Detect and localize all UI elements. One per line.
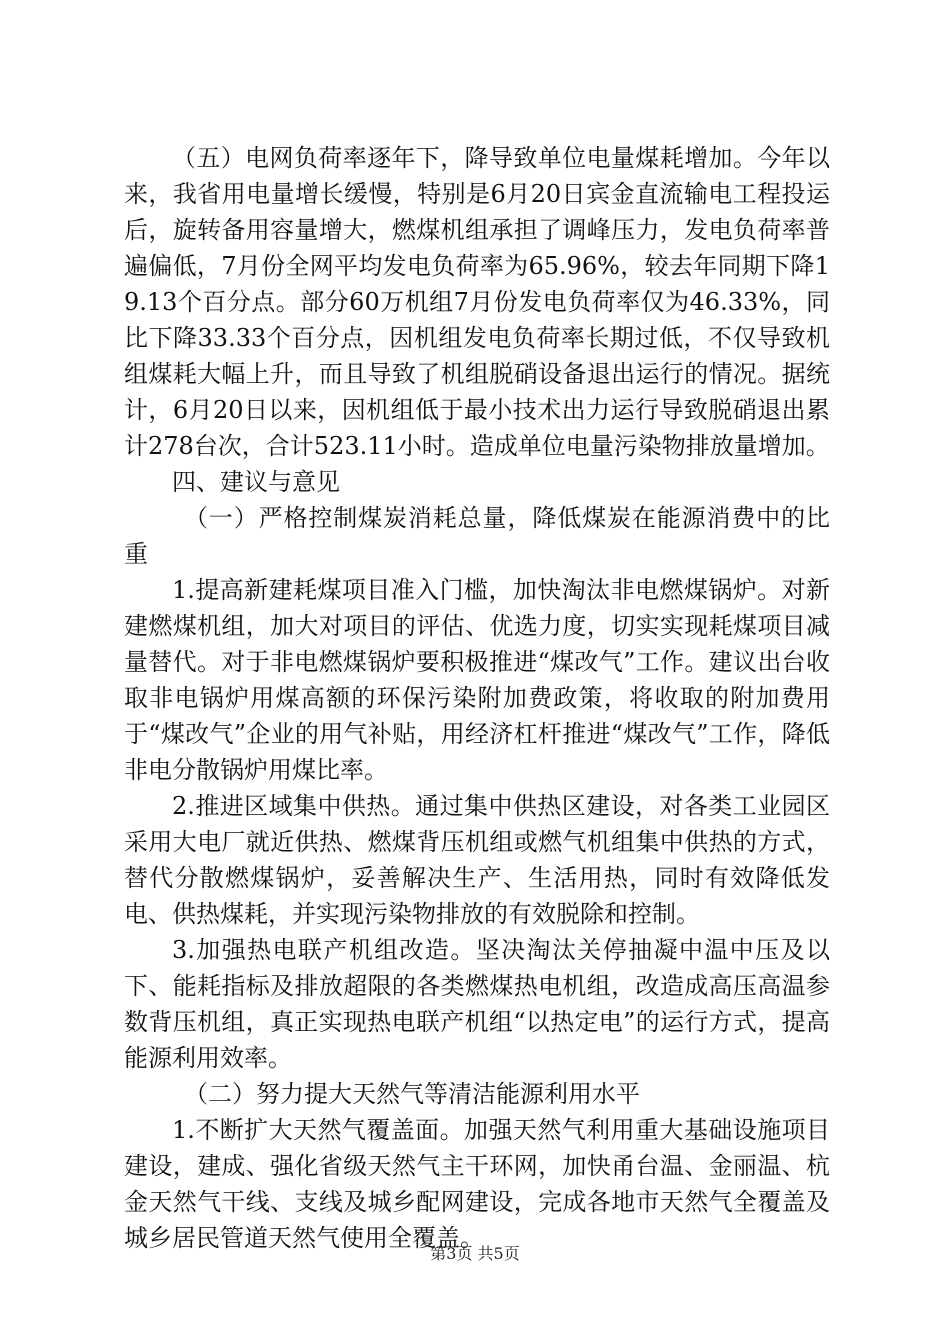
paragraph-item-2: 2.推进区域集中供热。通过集中供热区建设，对各类工业园区采用大电厂就近供热、燃煤背压机组或燃气机组集中供热的方式，替代分散燃煤锅炉，妥善解决生产、生活用热，同时有效降低发电、供热煤耗，并实现污染物排放的有效脱除和控制。 [124,792,830,928]
paragraph-section-5: （五）电网负荷率逐年下，降导致单位电量煤耗增加。今年以来，我省用电量增长缓慢，特别是6月20日宾金直流输电工程投运后，旋转备用容量增大，燃煤机组承担了调峰压力，发电负荷率普遍偏低，7月份全网平均发电负荷率为65.96%，较去年同期下降19.13个百分点。部分60万机组7月份发电负荷率仅为46.33%，同比下降33.33个百分点，因机组发电负荷率长期过低，不仅导致机组煤耗大幅上升，而且导致了机组脱硝设备退出运行的情况。据统计，6月20日以来，因机组低于最小技术出力运行导致脱硝退出累计278台次，合计523.11小时。造成单位电量污染物排放量增加。 [124,144,830,460]
paragraph-item-1: 1.提高新建耗煤项目准入门槛，加快淘汰非电燃煤锅炉。对新建燃煤机组，加大对项目的评估、优选力度，切实实现耗煤项目减量替代。对于非电燃煤锅炉要积极推进“煤改气”工作。建议出台收取非电锅炉用煤高额的环保污染附加费政策，将收取的附加费用于“煤改气”企业的用气补贴，用经济杠杆推进“煤改气”工作，降低非电分散锅炉用煤比率。 [124,576,830,784]
subheading-natural-gas: （二）努力提大天然气等清洁能源利用水平 [184,1080,640,1108]
paragraph-gas-item-1: 1.不断扩大天然气覆盖面。加强天然气利用重大基础设施项目建设，建成、强化省级天然气主干环网，加快甬台温、金丽温、杭金天然气干线、支线及城乡配网建设，完成各地市天然气全覆盖及城乡居民管道天然气使用全覆盖。 [124,1116,830,1252]
subheading-control-coal: （一）严格控制煤炭消耗总量，降低煤炭在能源消费中的比重 [124,504,830,568]
heading-suggestions: 四、建议与意见 [172,468,340,496]
page-footer: 第3页 共5页 [430,1244,520,1263]
document-body [124,140,830,1256]
paragraph-item-3: 3.加强热电联产机组改造。坚决淘汰关停抽凝中温中压及以下、能耗指标及排放超限的各类燃煤热电机组，改造成高压高温参数背压机组，真正实现热电联产机组“以热定电”的运行方式，提高能源利用效率。 [124,936,830,1072]
